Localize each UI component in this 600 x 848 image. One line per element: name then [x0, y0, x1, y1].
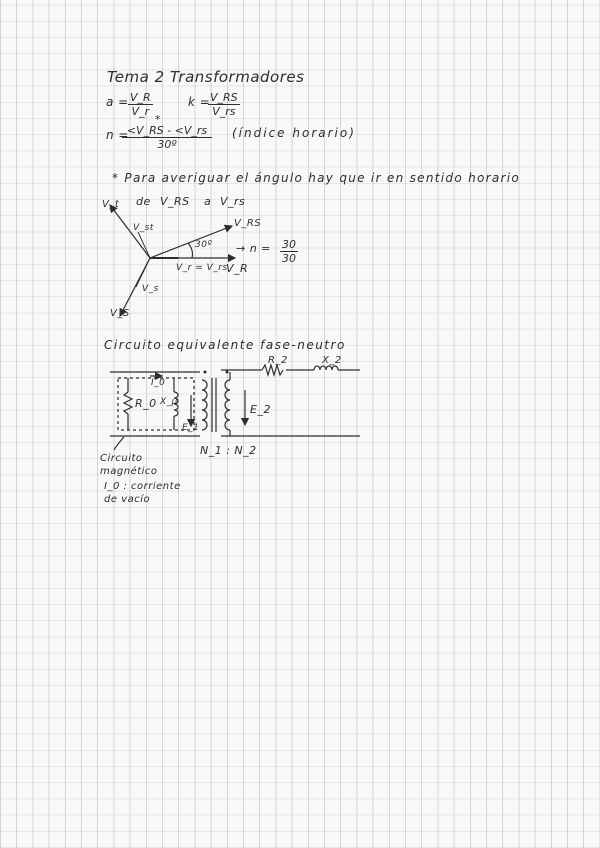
label-vR: V_R: [226, 262, 249, 275]
label-xmu: X_μ: [160, 397, 178, 407]
formula-n-star: *: [155, 113, 161, 126]
dot-secondary: [226, 371, 229, 374]
note-sentido-horario: * Para averiguar el ángulo hay que ir en sentido horario: [112, 171, 521, 185]
formula-n-lhs: n =: [106, 128, 129, 142]
formula-a-lhs: a =: [106, 95, 129, 109]
page-title: Tema 2 Transformadores: [107, 68, 305, 86]
formula-k-denominator: V_rs: [212, 105, 236, 118]
phasor-result-lhs: → n =: [236, 242, 271, 255]
formula-n-denominator: 30º: [157, 138, 177, 151]
resistor-r2: [262, 365, 283, 375]
angle-arc: [188, 243, 193, 258]
note-a: a: [204, 195, 212, 208]
phasor-result-fraction: [280, 238, 298, 265]
phasor-vRS: [150, 226, 232, 258]
label-vs-small: V_s: [142, 284, 159, 294]
formula-k-lhs: k =: [188, 95, 211, 109]
label-r2: R_2: [268, 355, 288, 366]
inductor-x2: [314, 366, 338, 370]
label-x2: X_2: [322, 355, 342, 366]
note-line2-prefix: de: [136, 195, 151, 208]
note-circuito-magnetico: Circuito magnético: [100, 453, 158, 477]
secondary-winding: [225, 380, 230, 430]
label-vt: V_t: [102, 199, 120, 210]
note-vrs-small: V_rs: [220, 195, 246, 208]
formula-k-numerator: V_RS: [210, 91, 238, 104]
label-i0: I_0: [151, 378, 166, 388]
dot-primary: [204, 371, 207, 374]
primary-winding: [202, 380, 207, 430]
formula-n-numerator: <V_RS - <V_rs: [122, 124, 212, 138]
phasor-vs-small: [136, 258, 150, 287]
note-corriente-vacio: I_0 : corriente de vacío: [104, 481, 181, 505]
circuit-title: Circuito equivalente fase-neutro: [104, 338, 346, 352]
indice-horario-note: (índice horario): [232, 126, 356, 140]
phasor-result-denominator: 30: [282, 252, 296, 265]
label-e2: E_2: [250, 403, 271, 416]
note-vrs: V_RS: [160, 195, 190, 208]
label-vr-eq: V_r = V_rs: [176, 263, 228, 273]
phasor-result-numerator: 30: [282, 238, 296, 251]
label-turns-ratio: N_1 : N_2: [200, 444, 257, 457]
label-r0: R_0: [135, 397, 157, 410]
label-vst: V_st: [133, 223, 154, 233]
label-vRS: V_RS: [234, 218, 262, 229]
magnetic-note-pointer: [114, 437, 124, 450]
formula-a-denominator: V_r: [131, 105, 150, 118]
label-vS: V_S: [110, 308, 130, 319]
label-e1: E_1: [182, 423, 200, 433]
formula-a-numerator: V_R: [130, 91, 151, 104]
resistor-r0: [124, 392, 132, 414]
label-angle: 30º: [195, 240, 213, 250]
